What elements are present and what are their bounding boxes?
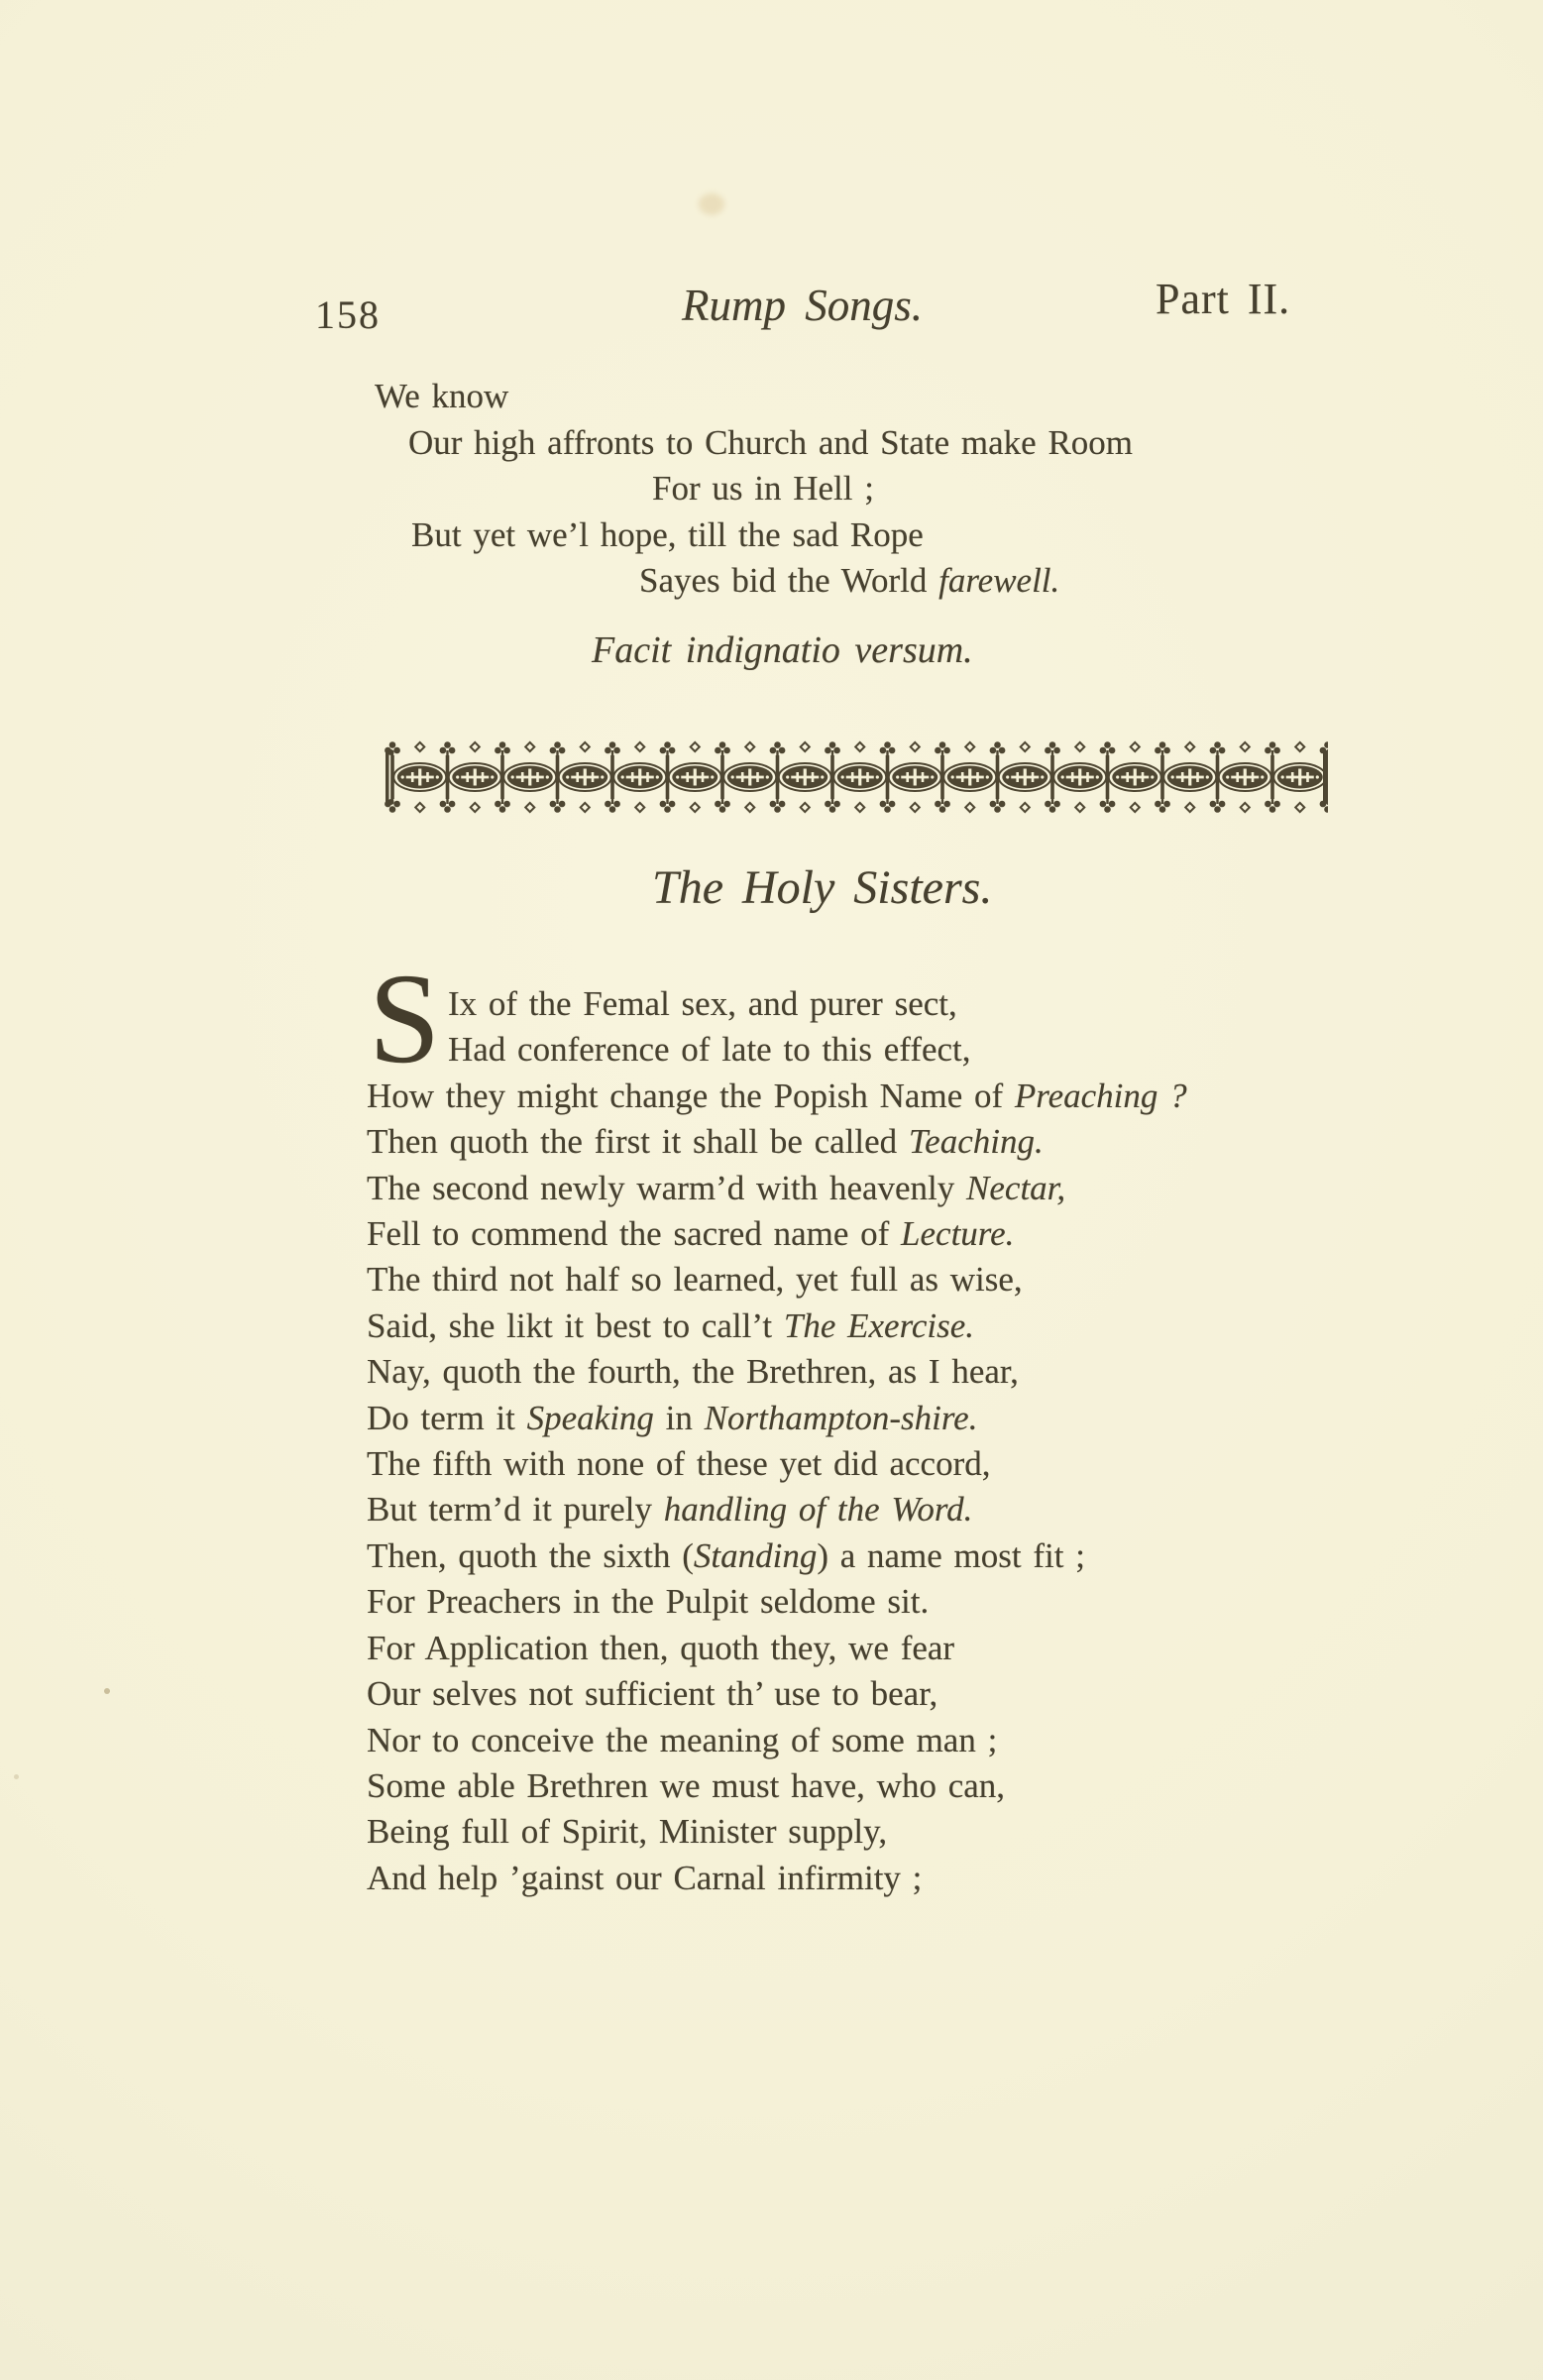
paper-speck (14, 1774, 19, 1779)
ornament-unit (880, 741, 941, 813)
verse-line (0, 466, 1543, 512)
latin-tagline: Facit indignatio versum. (592, 629, 973, 671)
text-segment: Then, quoth the sixth ( (367, 1535, 694, 1575)
ornament-unit (990, 741, 1051, 813)
verse-line (0, 374, 1543, 420)
poem-line (367, 1763, 1457, 1809)
poem-line (367, 1166, 1457, 1211)
verse-line (0, 420, 1543, 467)
poem-line (367, 1856, 1457, 1901)
ornament-band (385, 736, 1328, 819)
text-segment: Sayes bid the World (639, 561, 939, 601)
paper-speck (699, 193, 724, 215)
ornament-unit (1210, 741, 1271, 813)
poem-line (367, 1671, 1457, 1717)
text-segment: Lecture. (901, 1214, 1015, 1254)
ornament-unit (550, 741, 611, 813)
ornament-unit (1155, 741, 1216, 813)
text-segment: Standing (693, 1535, 818, 1575)
poem-title: The Holy Sisters. (652, 861, 993, 914)
text-segment: farewell. (938, 561, 1060, 601)
text-segment: The third not half so learned, yet full as wise, (367, 1260, 1023, 1300)
text-segment: Some able Brethren we must have, who can, (367, 1765, 1006, 1805)
poem-line (367, 1257, 1457, 1303)
text-segment: Said, she likt it best to call’t (367, 1305, 784, 1345)
poem-line (367, 1349, 1457, 1395)
text-segment: How they might change the Popish Name of (367, 1076, 1015, 1115)
text-segment: handling of the Word. (663, 1490, 973, 1530)
text-segment: And help ’gainst our Carnal infirmity ; (367, 1858, 923, 1897)
ornament-unit (825, 741, 886, 813)
text-segment: We know (375, 377, 509, 415)
text-segment: Ix of the Femal sex, and purer sect, (448, 984, 957, 1023)
text-segment: Northampton-shire. (704, 1398, 978, 1437)
poem-line (367, 981, 1457, 1027)
text-segment: Had conference of late to this effect, (448, 1030, 971, 1070)
poem-line (367, 1441, 1457, 1487)
ornament-units (385, 741, 1328, 813)
poem-line (367, 1303, 1457, 1349)
poem-line (367, 1579, 1457, 1625)
text-segment: But yet we’l hope, till the sad Rope (411, 514, 924, 554)
text-segment: Speaking (526, 1398, 654, 1437)
text-segment: For Preachers in the Pulpit seldome sit. (367, 1582, 930, 1622)
printers-flower-band-svg (385, 736, 1328, 819)
text-segment: ) a name most fit ; (817, 1535, 1085, 1575)
text-segment: Preaching ? (1014, 1076, 1187, 1115)
poem-lines (367, 981, 1457, 1901)
paper-speck (104, 1688, 110, 1694)
text-segment: For us in Hell ; (652, 469, 874, 509)
text-segment: Do term it (367, 1398, 527, 1437)
poem-line (367, 1074, 1457, 1119)
poem-line (367, 1211, 1457, 1257)
text-segment: Then quoth the first it shall be called (367, 1122, 909, 1162)
ornament-unit (935, 741, 996, 813)
poem-line (367, 1119, 1457, 1165)
text-segment: Nectar, (966, 1168, 1066, 1207)
poem-line (367, 1626, 1457, 1671)
poem-line (367, 1718, 1457, 1763)
page-number: 158 (315, 292, 381, 337)
ornament-unit (1045, 741, 1106, 813)
ornament-unit (495, 741, 556, 813)
poem-line (367, 1533, 1457, 1579)
verse-line (0, 512, 1543, 559)
closing-verse-lines (0, 374, 1543, 605)
text-segment: Nor to conceive the meaning of some man ; (367, 1720, 998, 1759)
text-segment: For Application then, quoth they, we fear (367, 1628, 955, 1667)
poem-line (367, 1809, 1457, 1855)
poem-line (367, 1396, 1457, 1441)
text-segment: Our selves not sufficient th’ use to bear, (367, 1674, 938, 1714)
text-segment: The Exercise. (783, 1305, 975, 1345)
text-segment: Nay, quoth the fourth, the Brethren, as I hear, (367, 1352, 1019, 1392)
text-segment: Teaching. (908, 1122, 1044, 1162)
text-segment: Our high affronts to Church and State make Room (408, 422, 1134, 462)
ornament-unit (605, 741, 666, 813)
poem-line (367, 1487, 1457, 1532)
part-label: Part II. (1156, 275, 1291, 323)
text-segment: in (653, 1398, 705, 1437)
text-segment: Fell to commend the sacred name of (367, 1214, 902, 1254)
text-segment: The second newly warm’d with heavenly (367, 1168, 967, 1207)
ornament-unit (660, 741, 721, 813)
verse-line (0, 558, 1543, 605)
running-title: Rump Songs. (682, 281, 923, 330)
ornament-unit (1100, 741, 1161, 813)
drop-cap: S (369, 948, 441, 1090)
text-segment: Being full of Spirit, Minister supply, (367, 1812, 888, 1852)
ornament-unit (1265, 741, 1326, 813)
ornament-unit (715, 741, 776, 813)
text-segment: The fifth with none of these yet did accord, (367, 1444, 991, 1484)
ornament-unit (440, 741, 501, 813)
ornament-unit (770, 741, 831, 813)
text-segment: But term’d it purely (367, 1490, 664, 1530)
poem-line (367, 1027, 1457, 1073)
